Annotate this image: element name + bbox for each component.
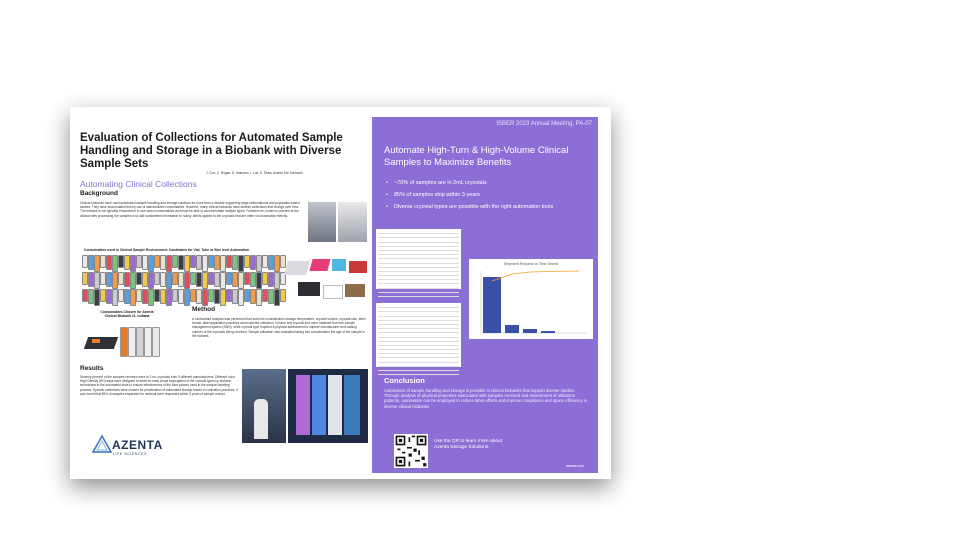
chart-bar-3	[523, 329, 537, 333]
right-heading: Automate High-Turn & High-Volume Clinical Samples to Maximize Benefits	[384, 145, 569, 168]
chosen-tube	[152, 327, 160, 357]
rack-image-7	[345, 284, 365, 297]
consumables-tubes-image	[82, 255, 287, 307]
table-row	[378, 371, 459, 375]
bullet-1: • ~70% of samples are in 2mL cryovials	[394, 180, 574, 187]
conclusion-text: Automation of sample handling and storage is possible in clinical biobanks that support diverse studies. Through analysis of physical properties associated with samples received and assessment of utilization patterns, automation can be employed to reduce labor efforts and improve compliance and space efficiency in diverse clinical biobanks.	[384, 388, 588, 409]
chosen-tube	[128, 327, 136, 357]
chosen-tube	[120, 327, 128, 357]
results-heading: Results	[80, 365, 104, 372]
qr-code-icon[interactable]	[394, 434, 428, 468]
results-photo-2	[288, 369, 368, 443]
poster-right-panel	[372, 117, 598, 473]
bullet-2: • 85% of samples ship within 3 years	[394, 192, 574, 199]
rack-image-4	[349, 261, 367, 273]
bullet-3: • Diverse cryovial types are possible with the right automation tools	[394, 204, 574, 211]
lab-photo-2	[338, 202, 367, 242]
poster-title: Evaluation of Collections for Automated Sample Handling and Storage in a Biobank with Diverse Sample Sets	[80, 132, 343, 170]
meeting-label: ISBER 2023 Annual Meeting, PA-07	[496, 121, 592, 127]
qr-text: Use the QR to learn more about Azenta Storage Solutions.	[434, 439, 502, 450]
lab-photo-1	[308, 202, 336, 242]
rack-image-1	[284, 261, 310, 275]
poster	[70, 107, 611, 479]
rack-image-2	[309, 259, 330, 271]
method-text: A multivariant analysis was performed that took into consideration storage temperature, cryovial volume, cryovial size, label format, label application practices and expected utilization. Volume and cryovial size were obtained from the sample management system (SMS), while cryovial type required a physical assessment to capture manufacturer and catalog number of the cryovials being received. Sample utilization was evaluated taking into consideration the age of the sample in the biobank.	[192, 317, 366, 338]
azenta-logo-sub: LIFE SCIENCES	[113, 452, 148, 456]
poster-authors: J. Cox, C. Rogan, D. Mamano, I. Luo, K. Shea, Azenta Life Sciences	[206, 171, 303, 175]
chosen-caption: Consumables Chosen for Azenta Clinical Biobank #1, Indiana	[100, 310, 154, 318]
chosen-tray-image	[84, 327, 120, 357]
chosen-tubes-image	[120, 325, 165, 357]
chosen-tube	[136, 327, 144, 357]
chart-cumulative-line	[492, 271, 579, 281]
poster-subtitle: Automating Clinical Collections	[80, 179, 197, 189]
consumable-tube	[280, 289, 286, 302]
results-photo-1	[242, 369, 286, 443]
results-text: Seventy percent of the samples received were in 2 mL cryovials from 5 different manufacturers. Different color High Density (HD) trays were designed to allow for easy visual segregation of the cryovial types by biobank technicians in the automated store to ensure effectiveness of the tube pickers used in the sample handling process. Specific collections were chosen for prioritization of automated storage based on utilization practices. It was found that 85% of samples requested for retrieval were requested within 3 years of sample receipt.	[80, 375, 238, 396]
chart-bar-1	[483, 277, 501, 333]
background-heading: Background	[80, 190, 118, 197]
consumable-tube	[280, 255, 286, 268]
azenta-logo-icon	[92, 435, 112, 453]
background-text: Clinical biobanks have used automated sample handling and storage solutions for more than a decade supporting large observational and population-based studies. They have accumulated this by use of standardized consumables. However, many clinical biobanks have diverse collections that change over time. The biobank is not typically empowered to use select consumables and must be able to accommodate multiple types. Furthermore, common practice at the clinical sites processing the samples is to add handwritten information to 'sticky' labels applied to the cryovials that are often not automation friendly.	[80, 201, 300, 218]
data-table-1	[376, 223, 461, 289]
method-heading: Method	[192, 306, 216, 313]
conclusion-heading: Conclusion	[384, 376, 425, 385]
data-table-2	[376, 297, 461, 367]
shipment-chart	[469, 259, 593, 339]
azenta-logo-text: AZENTA	[112, 438, 163, 452]
chosen-tube	[144, 327, 152, 357]
poster-left-panel	[70, 107, 372, 479]
consumables-caption: Consumables used in Clinical Sample Environment: Candidates for Vial, Tube or Box level Automation	[84, 248, 249, 252]
poster-url[interactable]: azenta.com	[565, 464, 584, 468]
chart-title: Shipment Request vs Time Stored	[503, 262, 559, 266]
rack-image-5	[298, 282, 320, 296]
rack-image-6	[323, 285, 343, 299]
rack-image-3	[332, 259, 346, 271]
chart-bar-2	[505, 325, 519, 333]
chart-bar-4	[541, 331, 555, 333]
chart-plot	[469, 259, 593, 339]
